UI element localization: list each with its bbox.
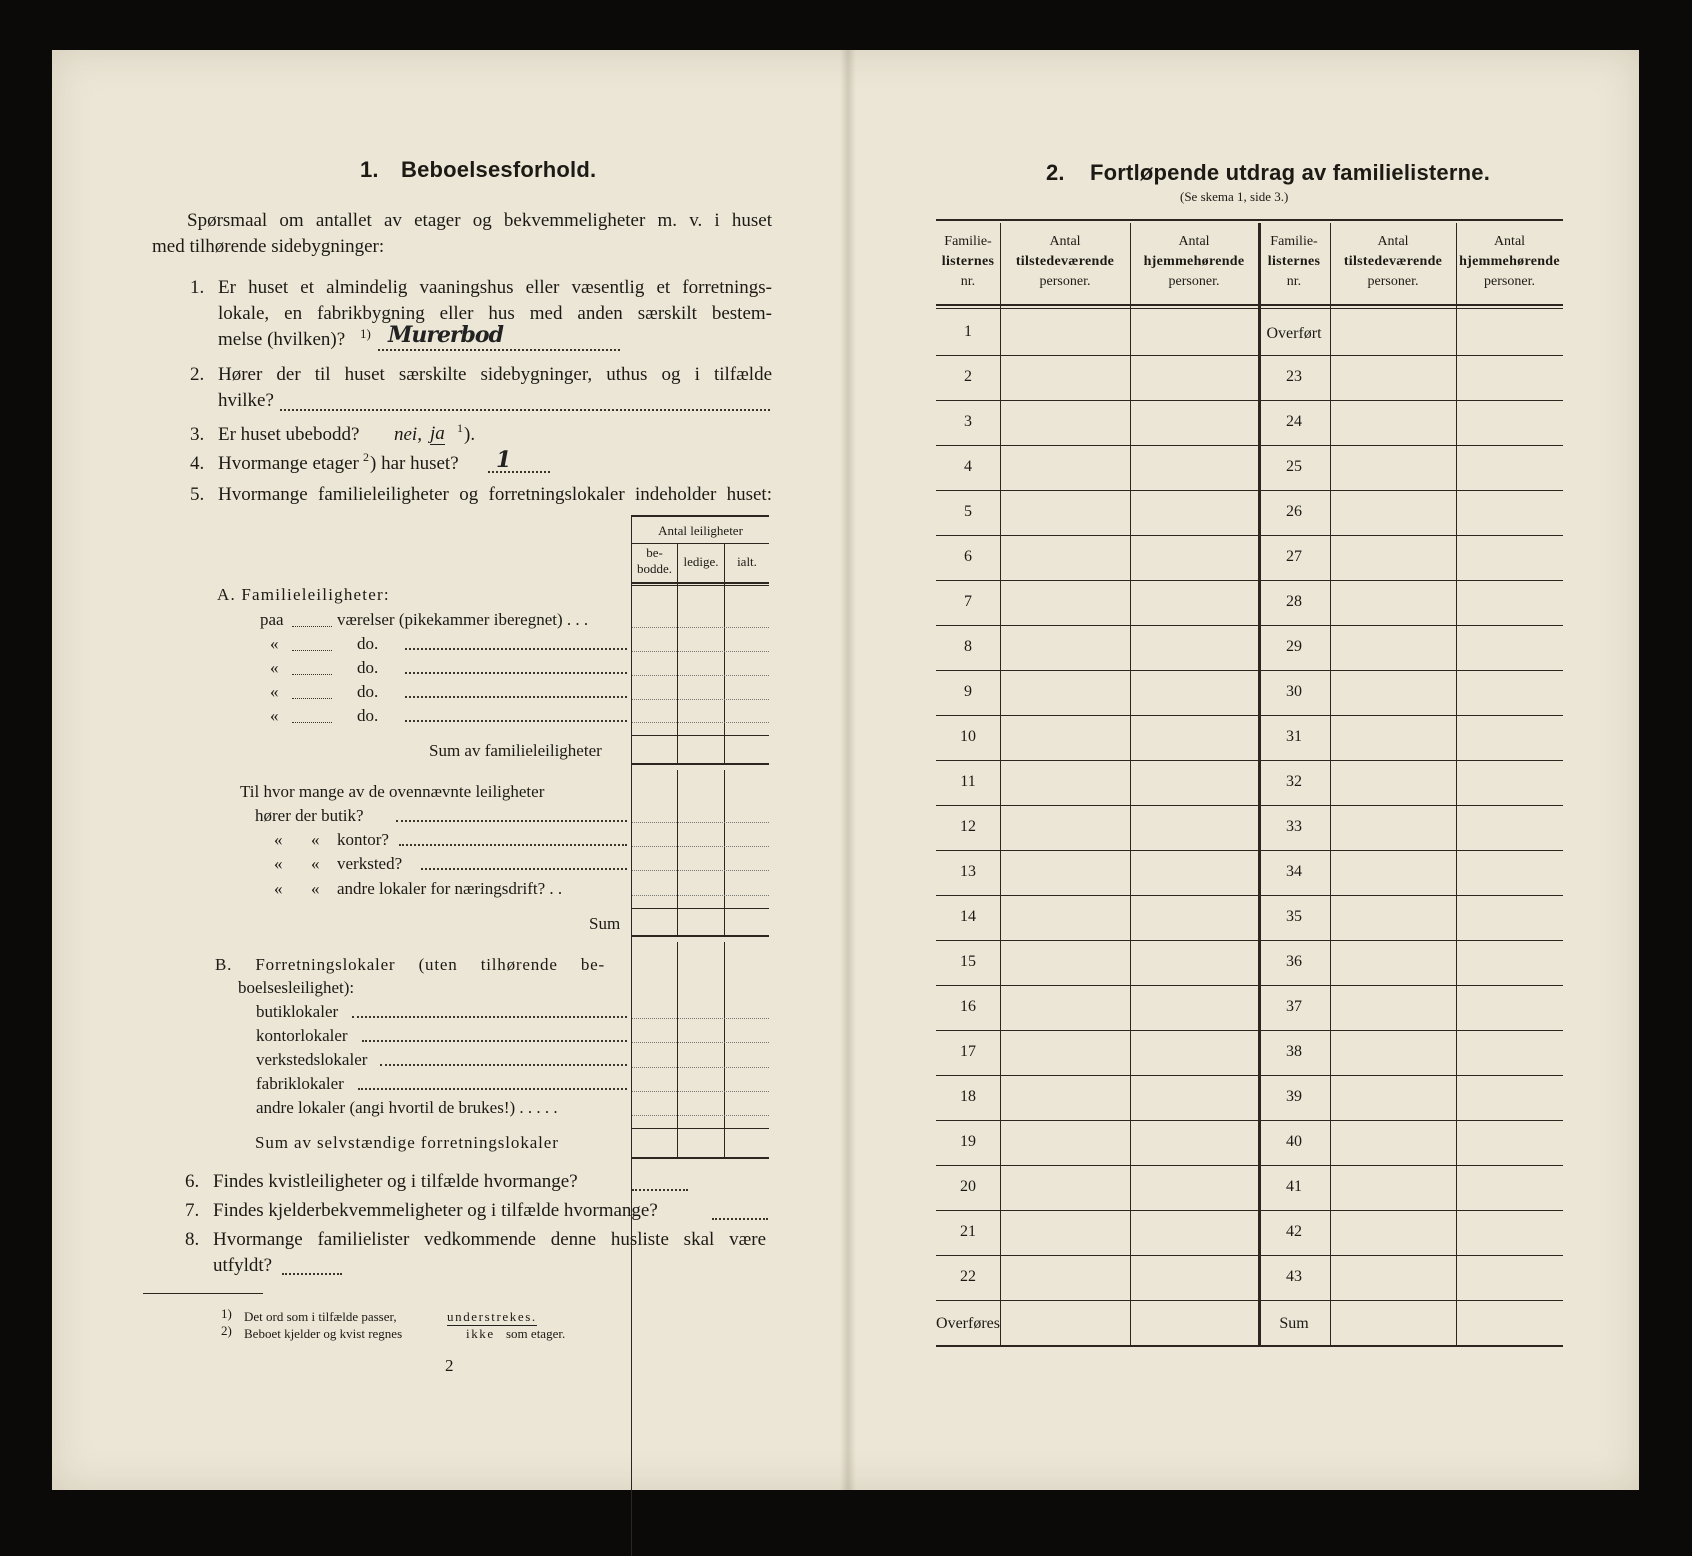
table-row-rule xyxy=(936,670,1563,671)
q8-line-2: utfyldt? xyxy=(213,1255,273,1276)
footnote-1-emphasis: understrekes. xyxy=(447,1309,537,1324)
q8-line-1: Hvormange familielister vedkommende denne husliste skal være xyxy=(213,1229,766,1250)
row-kontorlokaler: kontorlokaler xyxy=(256,1026,348,1045)
section-1-title: Beboelsesforhold. xyxy=(401,157,597,182)
ditto-mark: « xyxy=(270,634,279,653)
family-list-number: 36 xyxy=(1286,953,1302,970)
q1-handwritten-answer: Murerbod xyxy=(388,322,503,348)
q8-number: 8. xyxy=(185,1229,200,1250)
table-row-rule xyxy=(936,355,1563,356)
q5-number: 5. xyxy=(190,484,205,505)
col-ledige: ledige. xyxy=(683,554,719,569)
table-column-header: nr. xyxy=(960,274,976,289)
family-list-number: 16 xyxy=(960,998,976,1015)
family-list-number: 13 xyxy=(960,863,976,880)
table-column-rule xyxy=(1456,223,1457,1345)
family-list-number: 1 xyxy=(964,323,972,340)
table-row-rule xyxy=(936,940,1563,941)
family-list-number: 40 xyxy=(1286,1133,1302,1150)
q3-option-nei: nei, xyxy=(394,424,422,445)
table-column-header: Antal xyxy=(1493,234,1526,249)
family-list-number: 4 xyxy=(964,458,972,475)
q6-text: Findes kvistleiligheter og i tilfælde hvormange? xyxy=(213,1171,578,1192)
family-list-number: 24 xyxy=(1286,413,1302,430)
row-verkstedslokaler: verkstedslokaler xyxy=(256,1050,368,1069)
table-row-rule xyxy=(936,625,1563,626)
q4-answer-line xyxy=(488,471,550,473)
table-row-rule xyxy=(936,760,1563,761)
family-list-number: 25 xyxy=(1286,458,1302,475)
ditto-mark: « xyxy=(270,682,279,701)
footnote-separator xyxy=(143,1293,263,1294)
family-list-number: 8 xyxy=(964,638,972,655)
col-bebodde-line1: be- xyxy=(646,545,663,560)
footnote-1-text: Det ord som i tilfælde passer, xyxy=(244,1309,397,1324)
family-list-number: 20 xyxy=(960,1178,976,1195)
family-list-number: 17 xyxy=(960,1043,976,1060)
table-row-rule xyxy=(936,715,1563,716)
table-row-rule xyxy=(936,445,1563,446)
family-list-number: 3 xyxy=(964,413,972,430)
section-a-title: A. Familieleiligheter: xyxy=(217,585,390,604)
table-column-header: Antal xyxy=(1178,234,1210,249)
ditto-mark: « xyxy=(270,706,279,725)
family-list-number: 39 xyxy=(1286,1088,1302,1105)
table-row-rule xyxy=(936,1300,1563,1301)
table-row-rule xyxy=(936,535,1563,536)
section-a-paa: paa xyxy=(260,610,284,629)
page-fold xyxy=(840,50,856,1490)
q3-number: 3. xyxy=(190,424,205,445)
q1-footnote-ref: 1) xyxy=(360,326,371,341)
q1-line-1: Er huset et almindelig vaaningshus eller væsentlig et forretnings- xyxy=(218,277,772,298)
q6-number: 6. xyxy=(185,1171,200,1192)
family-list-number: 12 xyxy=(960,818,976,835)
family-list-number: 32 xyxy=(1286,773,1302,790)
table-column-header: Familie- xyxy=(1270,234,1318,249)
footnote-2-text-a: Beboet kjelder og kvist regnes xyxy=(244,1326,403,1341)
family-list-number: Sum xyxy=(1279,1315,1309,1332)
table-column-header: Antal xyxy=(1049,234,1081,249)
col-group-header: Antal leiligheter xyxy=(658,523,743,538)
table-bottom-rule xyxy=(936,1345,1563,1347)
q3-end: ). xyxy=(464,424,476,445)
table-header-rule-2 xyxy=(936,308,1563,309)
q7-number: 7. xyxy=(185,1200,200,1221)
q4-handwritten-answer: 1 xyxy=(496,447,511,473)
col-ialt: ialt. xyxy=(737,554,757,569)
section-a-sum: Sum av familieleiligheter xyxy=(429,741,602,760)
q3-option-ja-underlined: ja xyxy=(430,423,445,444)
table-column-rule xyxy=(1000,223,1001,1345)
table-row-rule xyxy=(936,1120,1563,1121)
section-b-title: B. Forretningslokaler (uten tilhørende be- xyxy=(215,955,605,974)
q4-number: 4. xyxy=(190,453,205,474)
family-list-number: 2 xyxy=(964,368,972,385)
table-column-header: listernes xyxy=(1267,254,1321,269)
family-list-number: 21 xyxy=(960,1223,976,1240)
family-list-number: 11 xyxy=(960,773,976,790)
q1-line-2: lokale, en fabrikbygning eller hus med anden særskilt bestem- xyxy=(218,303,772,324)
section-b-title-line2: boelsesleilighet): xyxy=(238,978,355,997)
family-list-number: 42 xyxy=(1286,1223,1302,1240)
shops-question-line1: Til hvor mange av de ovennævnte leiligheter xyxy=(240,782,545,801)
table-column-header: tilstedeværende xyxy=(1015,254,1115,269)
q4-footnote-ref: 2 xyxy=(363,450,369,464)
family-list-number: Overført xyxy=(1266,325,1322,342)
table-column-header: personer. xyxy=(1168,274,1220,289)
table-row-rule xyxy=(936,805,1563,806)
ditto-mark: « xyxy=(274,854,283,873)
family-list-number: 23 xyxy=(1286,368,1302,385)
footnote-2-mark: 2) xyxy=(221,1323,232,1338)
section-a-vaerelser: værelser (pikekammer iberegnet) . . . xyxy=(337,610,589,629)
row-fabriklokaler: fabriklokaler xyxy=(256,1074,344,1093)
table-row-rule xyxy=(936,1075,1563,1076)
q3-text: Er huset ubebodd? xyxy=(218,424,360,445)
table-column-header: hjemmehørende xyxy=(1459,254,1560,269)
ditto-mark: « xyxy=(311,830,320,849)
footnote-2-text-b: som etager. xyxy=(506,1326,566,1341)
intro-line-1: Spørsmaal om antallet av etager og bekvemmeligheter m. v. i huset xyxy=(187,210,772,231)
family-list-number: 43 xyxy=(1286,1268,1302,1285)
row-butiklokaler: butiklokaler xyxy=(256,1002,339,1021)
family-list-number: 27 xyxy=(1286,548,1302,565)
table-column-header: personer. xyxy=(1367,274,1419,289)
table-column-rule xyxy=(1130,223,1131,1345)
row-andre-naering: andre lokaler for næringsdrift? . . xyxy=(337,879,563,898)
q3-footnote-ref: 1 xyxy=(457,421,463,435)
family-list-number: 30 xyxy=(1286,683,1302,700)
family-list-number: 37 xyxy=(1286,998,1302,1015)
family-list-number: 35 xyxy=(1286,908,1302,925)
table-column-header: tilstedeværende xyxy=(1343,254,1443,269)
row-do: do. xyxy=(357,634,379,653)
section-2-title: Fortløpende utdrag av familielisterne. xyxy=(1090,160,1491,185)
row-do: do. xyxy=(357,658,379,677)
family-list-number: 18 xyxy=(960,1088,976,1105)
ditto-mark: « xyxy=(274,830,283,849)
table-row-rule xyxy=(936,1210,1563,1211)
q5-text: Hvormange familieleiligheter og forretningslokaler indeholder huset: xyxy=(218,484,772,505)
table-column-rule xyxy=(1330,223,1331,1345)
family-list-number: 33 xyxy=(1286,818,1302,835)
table-top-rule xyxy=(936,219,1563,221)
ditto-mark: « xyxy=(311,879,320,898)
table-column-header: listernes xyxy=(941,254,995,269)
table-column-header: personer. xyxy=(1484,274,1535,289)
family-list-number: 41 xyxy=(1286,1178,1302,1195)
q2-line-2: hvilke? xyxy=(218,390,274,411)
table-row-rule xyxy=(936,895,1563,896)
ditto-mark: « xyxy=(311,854,320,873)
q1-number: 1. xyxy=(190,277,205,298)
q2-answer-line xyxy=(280,409,770,411)
table-row-rule xyxy=(936,1255,1563,1256)
section-1-number: 1. xyxy=(360,157,379,182)
table-column-header: hjemmehørende xyxy=(1143,254,1245,269)
family-list-number: 38 xyxy=(1286,1043,1302,1060)
family-list-number: 28 xyxy=(1286,593,1302,610)
q2-line-1: Hører der til huset særskilte sidebygninger, uthus og i tilfælde xyxy=(218,364,772,385)
table-row-rule xyxy=(936,490,1563,491)
table-row-rule xyxy=(936,850,1563,851)
footnote-2-emphasis: ikke xyxy=(466,1326,495,1341)
section-2-subtitle: (Se skema 1, side 3.) xyxy=(1180,189,1289,204)
family-list-number: Overføres xyxy=(936,1315,1000,1332)
q4-text: Hvormange etager xyxy=(218,453,359,474)
family-list-number: 15 xyxy=(960,953,976,970)
table-row-rule xyxy=(936,400,1563,401)
row-do: do. xyxy=(357,706,379,725)
row-verksted: verksted? xyxy=(337,854,403,873)
table-row-rule xyxy=(936,1165,1563,1166)
family-list-number: 29 xyxy=(1286,638,1302,655)
table-header-rule xyxy=(936,304,1563,306)
col-bebodde-line2: bodde. xyxy=(636,561,673,576)
intro-line-2: med tilhørende sidebygninger: xyxy=(152,236,385,257)
q1-answer-line xyxy=(378,349,620,351)
shops-sum: Sum xyxy=(589,914,621,933)
table-column-header: Antal xyxy=(1377,234,1409,249)
family-list-number: 19 xyxy=(960,1133,976,1150)
ditto-mark: « xyxy=(270,658,279,677)
family-list-number: 10 xyxy=(960,728,976,745)
q1-line-3: melse (hvilken)? xyxy=(218,329,346,350)
q4-text-2: ) har huset? xyxy=(370,453,459,474)
table-column-header: personer. xyxy=(1039,274,1091,289)
family-list-number: 14 xyxy=(960,908,976,925)
table-row-rule xyxy=(936,985,1563,986)
shops-question-line2: hører der butik? xyxy=(255,806,364,825)
table-column-header: Familie- xyxy=(944,234,992,249)
ditto-mark: « xyxy=(274,879,283,898)
table-row-rule xyxy=(936,1030,1563,1031)
family-list-number: 31 xyxy=(1286,728,1302,745)
row-kontor: kontor? xyxy=(337,830,389,849)
table-column-header: nr. xyxy=(1286,274,1302,289)
row-andre-lokaler: andre lokaler (angi hvortil de brukes!) . . . . . xyxy=(256,1098,558,1117)
family-list-number: 22 xyxy=(960,1268,976,1285)
row-do: do. xyxy=(357,682,379,701)
q7-text: Findes kjelderbekvemmeligheter og i tilfælde hvormange? xyxy=(213,1200,658,1221)
family-list-number: 34 xyxy=(1286,863,1302,880)
section-2-number: 2. xyxy=(1046,160,1065,185)
family-list-number: 6 xyxy=(964,548,972,565)
page-number: 2 xyxy=(445,1356,454,1375)
family-list-number: 9 xyxy=(964,683,972,700)
table-row-rule xyxy=(936,580,1563,581)
section-b-sum: Sum av selvstændige forretningslokaler xyxy=(255,1133,559,1152)
family-list-number: 26 xyxy=(1286,503,1302,520)
family-list-number: 7 xyxy=(964,593,972,610)
footnote-1-mark: 1) xyxy=(221,1306,232,1321)
q2-number: 2. xyxy=(190,364,205,385)
family-list-number: 5 xyxy=(964,503,972,520)
